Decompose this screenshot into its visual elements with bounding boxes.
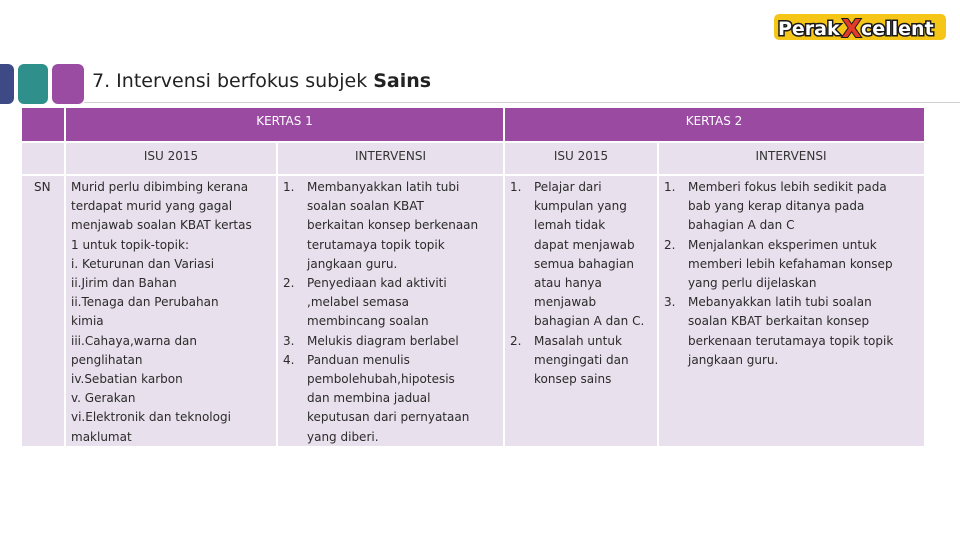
item-line: Masalah untuk <box>534 333 622 348</box>
intervensi2-item <box>658 178 924 236</box>
intervensi1-cell <box>277 176 504 446</box>
isu1-line: ii.Tenaga dan Perubahan <box>71 295 219 310</box>
header-kertas1-cell <box>65 108 504 141</box>
slide-title <box>92 70 431 92</box>
subheader-isu2-cell <box>504 143 658 174</box>
item-line: semua bahagian <box>534 256 634 271</box>
header-corner-cell <box>22 108 65 141</box>
intervensi2-item <box>658 236 924 294</box>
item-number: 3. <box>283 333 295 348</box>
intervensi2-item <box>658 293 924 370</box>
subheader-isu1-label: ISU 2015 <box>143 149 199 163</box>
isu2-item <box>504 332 658 390</box>
item-number: 2. <box>510 333 522 348</box>
isu1-line: iv.Sebatian karbon <box>71 372 183 387</box>
title-decoration-teal <box>18 64 48 104</box>
item-line: ,melabel semasa <box>307 295 410 310</box>
isu1-line: iii.Cahaya,warna dan <box>71 333 198 348</box>
item-number: 2. <box>664 237 676 252</box>
item-line: atau hanya <box>534 276 602 291</box>
item-line: keputusan dari pernyataan <box>307 410 470 425</box>
header-kertas2-cell <box>504 108 924 141</box>
title-decoration-navy <box>0 64 14 104</box>
item-line: kumpulan yang <box>534 199 627 214</box>
item-line: bab yang kerap ditanya pada <box>688 199 865 214</box>
logo-text-perak: Perak <box>778 18 840 40</box>
item-line: soalan KBAT berkaitan konsep <box>688 314 870 329</box>
item-line: soalan soalan KBAT <box>307 199 424 214</box>
row-label-cell <box>22 176 65 446</box>
subheader-intervensi2-cell <box>658 143 924 174</box>
header-kertas1-label: KERTAS 1 <box>256 114 313 128</box>
subheader-intervensi1-label: INTERVENSI <box>354 149 427 163</box>
item-line: lemah tidak <box>534 218 606 233</box>
isu1-line: Murid perlu dibimbing kerana <box>71 180 249 194</box>
intervensi1-item <box>277 332 504 351</box>
item-line: jangkaan guru. <box>307 256 398 271</box>
item-number: 3. <box>664 295 676 310</box>
item-line: berkenaan terutamaya topik topik <box>688 333 894 348</box>
subheader-intervensi2-label: INTERVENSI <box>755 149 827 163</box>
item-line: konsep sains <box>534 372 612 387</box>
isu1-line: vi.Elektronik dan teknologi <box>71 410 231 425</box>
isu2-cell <box>504 176 658 446</box>
item-line: membincang soalan <box>307 314 429 329</box>
isu1-line: penglihatan <box>71 352 143 367</box>
isu1-line: menjawab soalan KBAT kertas <box>71 218 252 233</box>
item-number: 2. <box>283 276 295 291</box>
item-line: bahagian A dan C <box>688 218 795 233</box>
item-line: memberi lebih kefahaman konsep <box>688 256 893 271</box>
intervention-table <box>22 108 924 446</box>
isu2-list <box>504 178 658 389</box>
item-number: 1. <box>283 180 295 194</box>
item-number: 1. <box>664 180 676 194</box>
item-line: bahagian A dan C. <box>534 314 645 329</box>
intervensi1-item <box>277 274 504 332</box>
intervensi1-list <box>277 178 504 447</box>
logo-text-cellent: cellent <box>861 18 934 40</box>
row-label-sn: SN <box>34 180 51 194</box>
item-line: berkaitan konsep berkenaan <box>307 218 479 233</box>
item-number: 1. <box>510 180 522 194</box>
isu1-line: ii.Jirim dan Bahan <box>71 276 177 291</box>
title-underline <box>84 102 960 103</box>
grid-line <box>503 108 505 446</box>
grid-line <box>276 143 278 446</box>
item-line: Menjalankan eksperimen untuk <box>688 237 877 252</box>
intervensi2-list <box>658 178 924 370</box>
slide-title-prefix: 7. Intervensi berfokus subjek <box>92 70 374 92</box>
subheader-intervensi1-cell <box>277 143 504 174</box>
item-line: Mebanyakkan latih tubi soalan <box>688 295 872 310</box>
item-line: jangkaan guru. <box>688 352 779 367</box>
isu1-line: i. Keturunan dan Variasi <box>71 256 215 271</box>
grid-line <box>22 141 924 143</box>
isu1-line: v. Gerakan <box>71 391 136 406</box>
item-line: dan membina jadual <box>307 391 431 406</box>
item-line: Pelajar dari <box>534 180 602 194</box>
item-line: dapat menjawab <box>534 237 635 252</box>
item-line: terutamaya topik topik <box>307 237 445 252</box>
item-line: Melukis diagram berlabel <box>307 333 459 348</box>
logo-text-x: X <box>842 14 862 43</box>
item-number: 4. <box>283 352 295 367</box>
item-line: Penyediaan kad aktiviti <box>307 276 447 291</box>
subheader-isu1-cell <box>65 143 277 174</box>
slide-title-subject: Sains <box>373 70 432 92</box>
header-kertas2-label: KERTAS 2 <box>685 114 743 128</box>
title-decoration-purple <box>52 64 84 104</box>
isu1-line: kimia <box>71 314 104 329</box>
intervensi1-item <box>277 178 504 274</box>
grid-line <box>22 174 924 176</box>
grid-line <box>64 108 66 446</box>
item-line: Memberi fokus lebih sedikit pada <box>688 180 887 194</box>
isu1-line: terdapat murid yang gagal <box>71 199 233 214</box>
isu1-line: 1 untuk topik-topik: <box>71 237 190 252</box>
isu1-cell <box>65 176 277 446</box>
item-line: menjawab <box>534 295 597 310</box>
subheader-corner-cell <box>22 143 65 174</box>
item-line: yang perlu dijelaskan <box>688 276 817 291</box>
isu2-item <box>504 178 658 332</box>
item-line: Panduan menulis <box>307 352 410 367</box>
item-line: pembolehubah,hipotesis <box>307 372 455 387</box>
item-line: mengingati dan <box>534 352 629 367</box>
grid-line <box>657 143 659 446</box>
perak-excellent-logo <box>772 8 948 44</box>
item-line: yang diberi. <box>307 429 379 444</box>
intervensi1-item <box>277 351 504 447</box>
item-line: Membanyakkan latih tubi <box>307 180 460 194</box>
intervensi2-cell <box>658 176 924 446</box>
isu1-line: maklumat <box>71 429 132 444</box>
subheader-isu2-label: ISU 2015 <box>553 149 609 163</box>
